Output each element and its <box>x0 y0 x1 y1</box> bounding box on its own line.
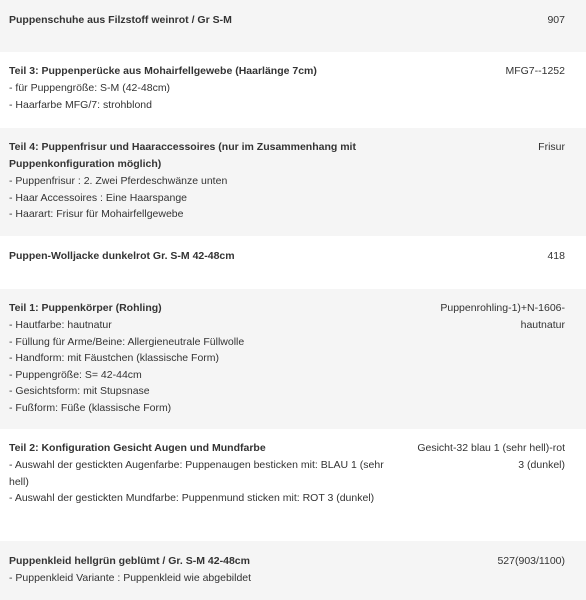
item-option: - Haarfarbe MFG/7: strohblond <box>9 98 152 111</box>
item-option: - Füllung für Arme/Beine: Allergieneutrale Füllwolle <box>9 335 245 348</box>
item-sku: 418 <box>547 250 565 262</box>
item-option: - Haar Accessoires : Eine Haarspange <box>9 191 188 204</box>
item-options <box>9 457 404 507</box>
item-sku: 907 <box>547 14 565 26</box>
order-item <box>0 289 586 429</box>
item-title: Puppen-Wolljacke dunkelrot Gr. S-M 42-48cm <box>9 250 235 262</box>
order-item <box>0 236 586 289</box>
item-sku: MFG7--1252 <box>505 65 565 77</box>
item-title: Puppenschuhe aus Filzstoff weinrot / Gr S-M <box>9 14 232 26</box>
item-option: - Gesichtsform: mit Stupsnase <box>9 385 150 397</box>
item-sku: Frisur <box>538 141 565 153</box>
item-option: - Fußform: Füße (klassische Form) <box>9 401 172 414</box>
item-details <box>9 248 404 265</box>
order-item <box>0 128 586 236</box>
item-sku: Puppenrohling-1)+N-1606-hautnatur <box>440 302 565 331</box>
item-option: - Puppenkleid Variante : Puppenkleid wie abgebildet <box>9 572 252 584</box>
item-details <box>9 440 404 507</box>
item-options <box>9 317 404 416</box>
item-details <box>9 63 404 113</box>
item-details <box>9 139 404 223</box>
item-title: Teil 2: Konfiguration Gesicht Augen und Mundfarbe <box>9 442 266 454</box>
item-option: - Puppenfrisur : 2. Zwei Pferdeschwänze unten <box>9 175 228 187</box>
item-option: - Auswahl der gestickten Mundfarbe: Puppenmund sticken mit: ROT 3 (dunkel) <box>9 492 375 504</box>
item-option: - Puppengröße: S= 42-44cm <box>9 368 142 381</box>
item-sku: 527(903/1100) <box>497 555 565 567</box>
item-options <box>9 173 404 223</box>
item-title: Teil 1: Puppenkörper (Rohling) <box>9 302 162 314</box>
item-details <box>9 12 404 29</box>
item-title: Teil 3: Puppenperücke aus Mohairfellgewebe (Haarlänge 7cm) <box>9 65 317 77</box>
item-options <box>9 80 404 113</box>
item-sku: Gesicht-32 blau 1 (sehr hell)-rot 3 (dunkel) <box>417 442 565 471</box>
item-details <box>9 300 404 416</box>
item-option: - Auswahl der gestickten Augenfarbe: Puppenaugen besticken mit: BLAU 1 (sehr hell) <box>9 459 384 488</box>
order-item <box>0 52 586 128</box>
item-option: - Haarart: Frisur für Mohairfellgewebe <box>9 208 184 220</box>
order-item <box>0 429 586 541</box>
item-title: Puppenkleid hellgrün geblümt / Gr. S-M 42-48cm <box>9 555 250 567</box>
item-title: Teil 4: Puppenfrisur und Haaraccessoires (nur im Zusammenhang mit Puppenkonfiguration möglich) <box>9 141 356 170</box>
item-options <box>9 570 404 587</box>
item-option: - Hautfarbe: hautnatur <box>9 319 112 331</box>
order-item <box>0 0 586 52</box>
item-details <box>9 553 404 587</box>
order-item <box>0 541 586 600</box>
item-option: - für Puppengröße: S-M (42-48cm) <box>9 82 171 94</box>
item-option: - Handform: mit Fäustchen (klassische Form) <box>9 352 220 364</box>
